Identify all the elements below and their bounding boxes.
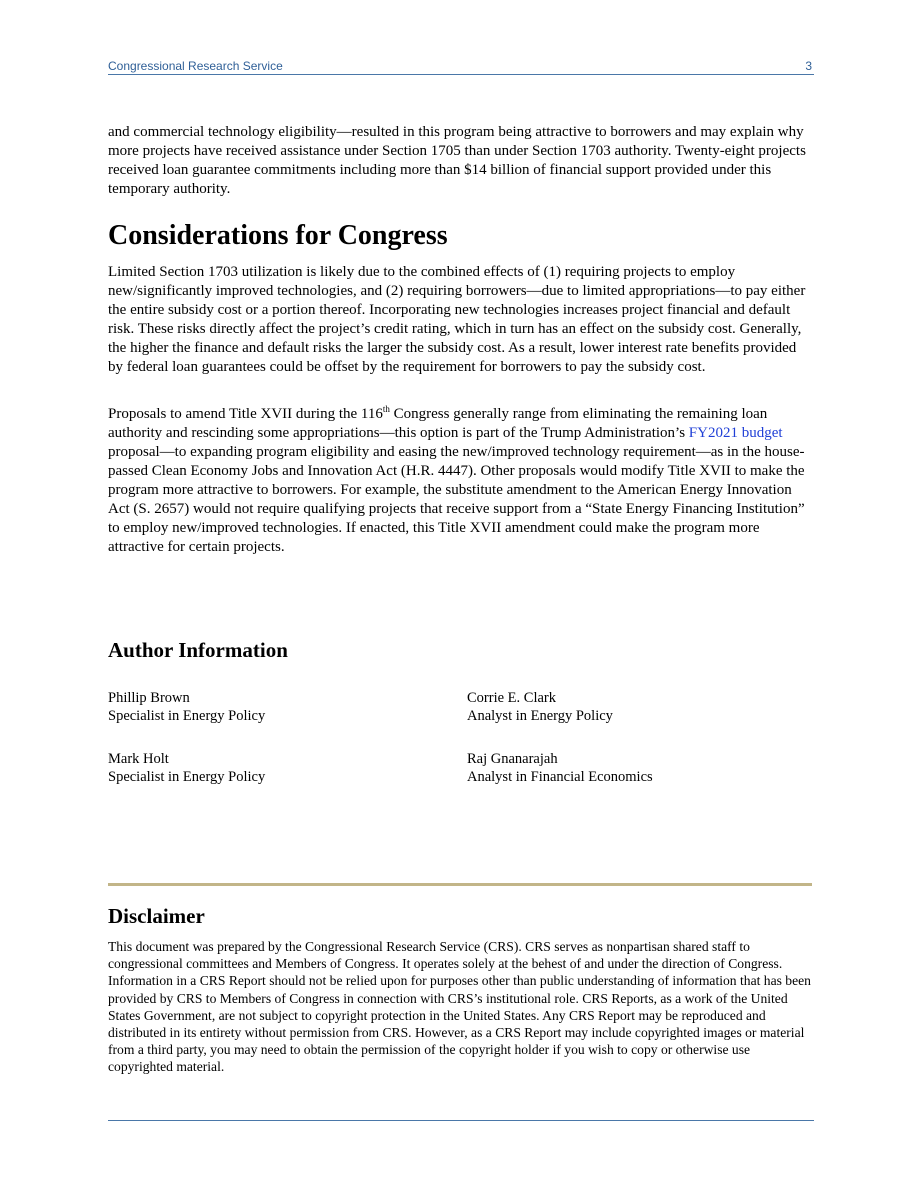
proposals-text-part-1: Proposals to amend Title XVII during the 116 xyxy=(108,406,383,422)
author-information-heading: Author Information xyxy=(108,638,288,662)
author-title: Analyst in Energy Policy xyxy=(467,708,613,724)
intro-paragraph: and commercial technology eligibility—resulted in this program being attractive to borrowers and may explain why more projects have received assistance under Section 1705 than under Section 1703 authority. Twenty-eight projects received loan guarantee commitments including more than $14 billion of financial support provided under this temporary authority. xyxy=(108,124,806,197)
author-name: Raj Gnanarajah xyxy=(467,751,558,767)
proposals-text-part-3: proposal—to expanding program eligibility and easing the new/improved technology requirement—as in the house-passed Clean Economy Jobs and Innovation Act (H.R. 4447). Other proposals would modify Title XVII to make the program more attractive to borrowers. For example, the substitute amendment to the American Energy Innovation Act (S. 2657) would not require qualifying projects that receive support from a “State Energy Financing Institution” to employ new/improved technologies. If enacted, this Title XVII amendment could make the program more attractive for certain projects. xyxy=(108,444,805,555)
header-agency-name: Congressional Research Service xyxy=(108,59,283,73)
author-entry xyxy=(467,689,613,725)
author-title: Specialist in Energy Policy xyxy=(108,708,266,724)
author-title: Specialist in Energy Policy xyxy=(108,769,266,785)
considerations-paragraph-1: Limited Section 1703 utilization is likely due to the combined effects of (1) requiring projects to employ new/significantly improved technologies, and (2) requiring borrowers—due to limited appropriations—to pay either the entire subsidy cost or a portion thereof. Incorporating new technologies increases project financial and default risk. These risks directly affect the project’s credit rating, which in turn has an effect on the subsidy cost. Generally, the higher the finance and default risks the larger the subsidy cost. As a result, lower interest rate benefits provided by federal loan guarantees could be offset by the requirement for borrowers to pay the subsidy cost. xyxy=(108,264,806,375)
considerations-paragraph-2 xyxy=(108,405,812,557)
author-entry xyxy=(108,689,265,725)
page-header xyxy=(108,58,814,75)
author-name: Mark Holt xyxy=(108,751,169,767)
author-entry xyxy=(467,750,653,786)
author-name: Phillip Brown xyxy=(108,690,190,706)
author-title: Analyst in Financial Economics xyxy=(467,769,653,785)
author-name: Corrie E. Clark xyxy=(467,690,556,706)
disclaimer-divider xyxy=(108,883,812,886)
page-number: 3 xyxy=(805,59,812,73)
fy2021-budget-link[interactable]: FY2021 budget xyxy=(688,425,783,441)
ordinal-superscript: th xyxy=(382,404,390,414)
author-entry xyxy=(108,750,265,786)
considerations-heading: Considerations for Congress xyxy=(108,220,448,251)
footer-rule xyxy=(108,1120,814,1121)
disclaimer-heading: Disclaimer xyxy=(108,904,205,928)
proposals-text-part-2: Congress generally range from eliminating the remaining loan authority and rescinding some appropriations—this option is part of the Trump Administration’s xyxy=(108,406,768,441)
disclaimer-text: This document was prepared by the Congressional Research Service (CRS). CRS serves as nonpartisan shared staff to congressional committees and Members of Congress. It operates solely at the behest of and under the direction of Congress. Information in a CRS Report should not be relied upon for purposes other than public understanding of information that has been provided by CRS to Members of Congress in connection with CRS’s institutional role. CRS Reports, as a work of the United States Government, are not subject to copyright protection in the United States. Any CRS Report may be reproduced and distributed in its entirety without permission from CRS. However, as a CRS Report may include copyrighted images or material from a third party, you may need to obtain the permission of the copyright holder if you wish to copy or otherwise use copyrighted material. xyxy=(108,939,811,1075)
